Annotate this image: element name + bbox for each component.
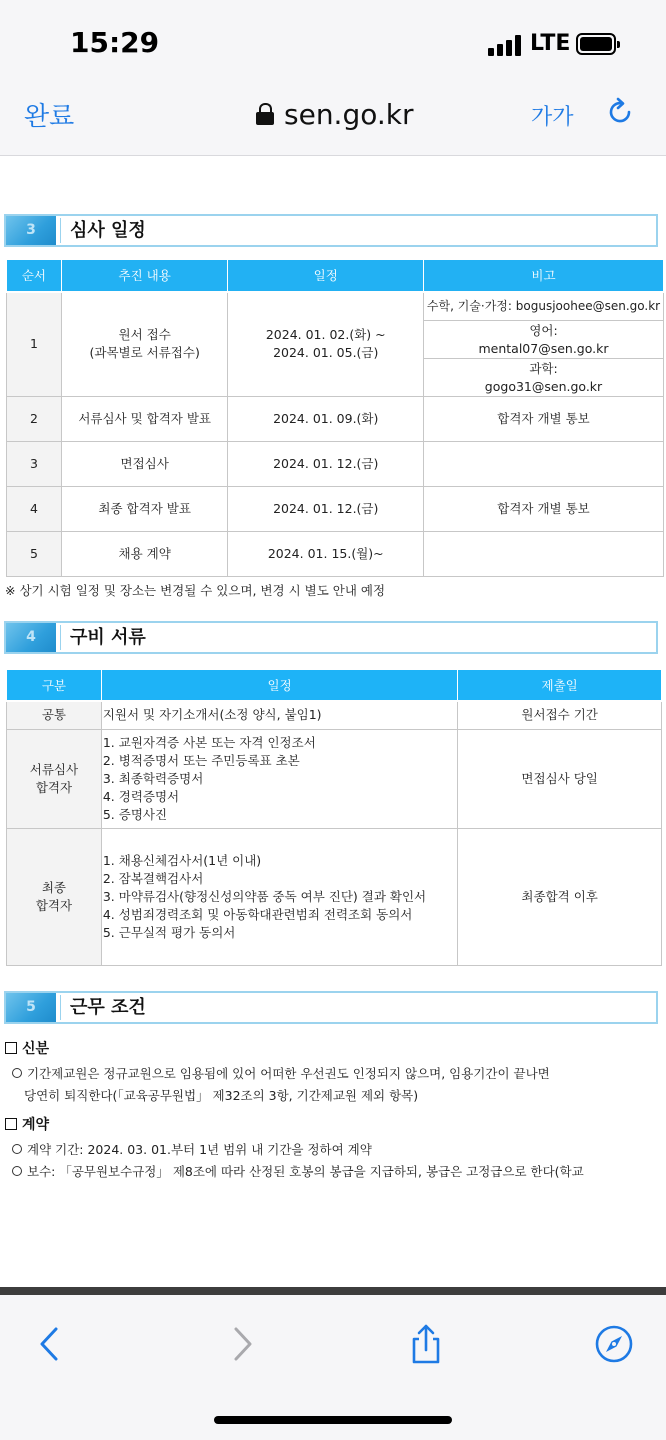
date-cell: 2024. 01. 15.(월)~ bbox=[228, 532, 424, 577]
category-line: 합격자 bbox=[35, 898, 73, 913]
section-number: 5 bbox=[6, 993, 56, 1022]
compass-icon[interactable] bbox=[594, 1323, 634, 1365]
table-header-row bbox=[7, 260, 664, 292]
date-cell bbox=[228, 292, 424, 397]
task-cell: 면접심사 bbox=[61, 442, 228, 487]
status-time: 15:29 bbox=[70, 26, 160, 59]
toolbar-divider bbox=[0, 1287, 666, 1295]
task-cell: 서류심사 및 합격자 발표 bbox=[61, 397, 228, 442]
row-number: 1 bbox=[7, 292, 62, 397]
deadline-cell: 원서접수 기간 bbox=[458, 701, 662, 730]
contract-heading bbox=[5, 1114, 49, 1134]
date-line: 2024. 01. 02.(화) ~ bbox=[265, 327, 386, 343]
done-button[interactable]: 완료 bbox=[24, 102, 75, 132]
note-cell bbox=[424, 442, 664, 487]
section-header-schedule bbox=[4, 214, 658, 247]
task-cell: 최종 합격자 발표 bbox=[61, 487, 228, 532]
note-cell: 수학, 기술·가정: bogusjoohee@sen.go.kr bbox=[424, 292, 664, 321]
contract-line bbox=[12, 1162, 584, 1180]
table-row bbox=[7, 442, 664, 487]
column-header: 일정 bbox=[101, 670, 457, 701]
task-cell bbox=[61, 292, 228, 397]
items-cell: 지원서 및 자기소개서(소정 양식, 붙임1) bbox=[101, 701, 457, 730]
category-cell: 공통 bbox=[7, 701, 102, 730]
address-bar[interactable] bbox=[256, 94, 414, 134]
category-line: 최종 bbox=[41, 880, 66, 895]
schedule-table bbox=[6, 259, 664, 577]
column-header: 일정 bbox=[228, 260, 424, 292]
section-title: 구비 서류 bbox=[70, 627, 146, 648]
category-cell bbox=[7, 829, 102, 966]
column-header: 비고 bbox=[424, 260, 664, 292]
checkbox-icon bbox=[5, 1042, 17, 1054]
task-line: 원서 접수 bbox=[118, 327, 171, 343]
list-item: 2. 잠복결핵검사서 bbox=[102, 871, 204, 886]
task-line: (과목별로 서류접수) bbox=[89, 345, 200, 361]
reload-icon[interactable] bbox=[604, 96, 636, 128]
items-cell bbox=[101, 829, 457, 966]
battery-icon bbox=[576, 33, 616, 55]
text-size-button[interactable]: 가가 bbox=[531, 105, 574, 130]
section-header-documents bbox=[4, 621, 658, 654]
contract-line-text: 보수: 「공무원보수규정」 제8조에 따라 산정된 호봉의 봉급을 지급하되, 봉급은 고정급으로 한다(학교 bbox=[27, 1164, 584, 1179]
row-number: 5 bbox=[7, 532, 62, 577]
row-number: 2 bbox=[7, 397, 62, 442]
category-line: 서류심사 bbox=[29, 762, 79, 777]
table-row bbox=[7, 701, 662, 730]
row-number: 4 bbox=[7, 487, 62, 532]
documents-table bbox=[6, 669, 662, 966]
row-number: 3 bbox=[7, 442, 62, 487]
circle-bullet-icon bbox=[12, 1144, 22, 1154]
column-header: 제출일 bbox=[458, 670, 662, 701]
note-cell bbox=[424, 532, 664, 577]
task-cell: 채용 계약 bbox=[61, 532, 228, 577]
status-line-cont: 당연히 퇴직한다(「교육공무원법」 제32조의 3항, 기간제교원 제외 항목) bbox=[24, 1088, 419, 1103]
status-heading-text: 신분 bbox=[22, 1041, 50, 1057]
list-item: 4. 성범죄경력조회 및 아동학대관련범죄 전력조회 동의서 bbox=[102, 907, 413, 922]
list-item: 1. 채용신체검사서(1년 이내) bbox=[102, 853, 262, 868]
category-line: 합격자 bbox=[35, 780, 73, 795]
column-header: 순서 bbox=[7, 260, 62, 292]
column-header: 구분 bbox=[7, 670, 102, 701]
home-indicator bbox=[214, 1416, 452, 1424]
note-line: 과학: bbox=[529, 360, 558, 376]
table-row bbox=[7, 292, 664, 321]
date-cell: 2024. 01. 12.(금) bbox=[228, 442, 424, 487]
browser-nav-bar bbox=[0, 80, 666, 156]
note-line: 영어: bbox=[529, 322, 558, 338]
back-icon[interactable] bbox=[30, 1323, 70, 1365]
list-item: 4. 경력증명서 bbox=[102, 789, 180, 804]
status-bar bbox=[0, 0, 666, 80]
deadline-cell: 최종합격 이후 bbox=[458, 829, 662, 966]
table-row bbox=[7, 532, 664, 577]
note-cell: 합격자 개별 통보 bbox=[424, 487, 664, 532]
category-cell bbox=[7, 730, 102, 829]
date-line: 2024. 01. 05.(금) bbox=[273, 345, 379, 361]
note-cell bbox=[424, 359, 664, 397]
list-item: 2. 병적증명서 또는 주민등록표 초본 bbox=[102, 753, 300, 768]
network-label: LTE bbox=[530, 31, 571, 56]
table-row bbox=[7, 730, 662, 829]
list-item: 5. 근무실적 평가 동의서 bbox=[102, 925, 236, 940]
contract-line-text: 계약 기간: 2024. 03. 01.부터 1년 범위 내 기간을 정하여 계약 bbox=[27, 1142, 372, 1157]
lock-icon bbox=[256, 103, 274, 125]
status-line-text: 기간제교원은 정규교원으로 임용됨에 있어 어떠한 우선권도 인정되지 않으며, 임용기간이 끝나면 bbox=[27, 1066, 550, 1081]
table-header-row bbox=[7, 670, 662, 701]
table-row bbox=[7, 487, 664, 532]
section-number: 3 bbox=[6, 216, 56, 245]
note-cell bbox=[424, 321, 664, 359]
page-content bbox=[0, 157, 666, 1287]
contract-line bbox=[12, 1140, 372, 1158]
note-cell: 합격자 개별 통보 bbox=[424, 397, 664, 442]
note-line: gogo31@sen.go.kr bbox=[484, 378, 603, 394]
note-line: mental07@sen.go.kr bbox=[478, 340, 609, 356]
table-row bbox=[7, 397, 664, 442]
section-header-conditions bbox=[4, 991, 658, 1024]
contract-heading-text: 계약 bbox=[22, 1117, 50, 1133]
forward-icon[interactable] bbox=[222, 1323, 262, 1365]
checkbox-icon bbox=[5, 1118, 17, 1130]
list-item: 5. 증명사진 bbox=[102, 807, 168, 822]
browser-toolbar bbox=[0, 1295, 666, 1440]
schedule-footnote: ※ 상기 시험 일정 및 장소는 변경될 수 있으며, 변경 시 별도 안내 예정 bbox=[5, 583, 386, 598]
date-cell: 2024. 01. 09.(화) bbox=[228, 397, 424, 442]
table-row bbox=[7, 829, 662, 966]
url-text: sen.go.kr bbox=[284, 97, 414, 131]
list-item: 3. 마약류검사(향정신성의약품 중독 여부 진단) 결과 확인서 bbox=[102, 889, 427, 904]
deadline-cell: 면접심사 당일 bbox=[458, 730, 662, 829]
items-cell bbox=[101, 730, 457, 829]
circle-bullet-icon bbox=[12, 1166, 22, 1176]
list-item: 3. 최종학력증명서 bbox=[102, 771, 204, 786]
section-title: 근무 조건 bbox=[70, 997, 146, 1018]
share-icon[interactable] bbox=[406, 1323, 446, 1365]
list-item: 1. 교원자격증 사본 또는 자격 인정조서 bbox=[102, 735, 316, 750]
section-title: 심사 일정 bbox=[70, 220, 146, 241]
status-heading bbox=[5, 1038, 49, 1058]
date-cell: 2024. 01. 12.(금) bbox=[228, 487, 424, 532]
circle-bullet-icon bbox=[12, 1068, 22, 1078]
section-number: 4 bbox=[6, 623, 56, 652]
signal-icon bbox=[488, 34, 522, 56]
column-header: 추진 내용 bbox=[61, 260, 228, 292]
status-line bbox=[12, 1064, 550, 1082]
